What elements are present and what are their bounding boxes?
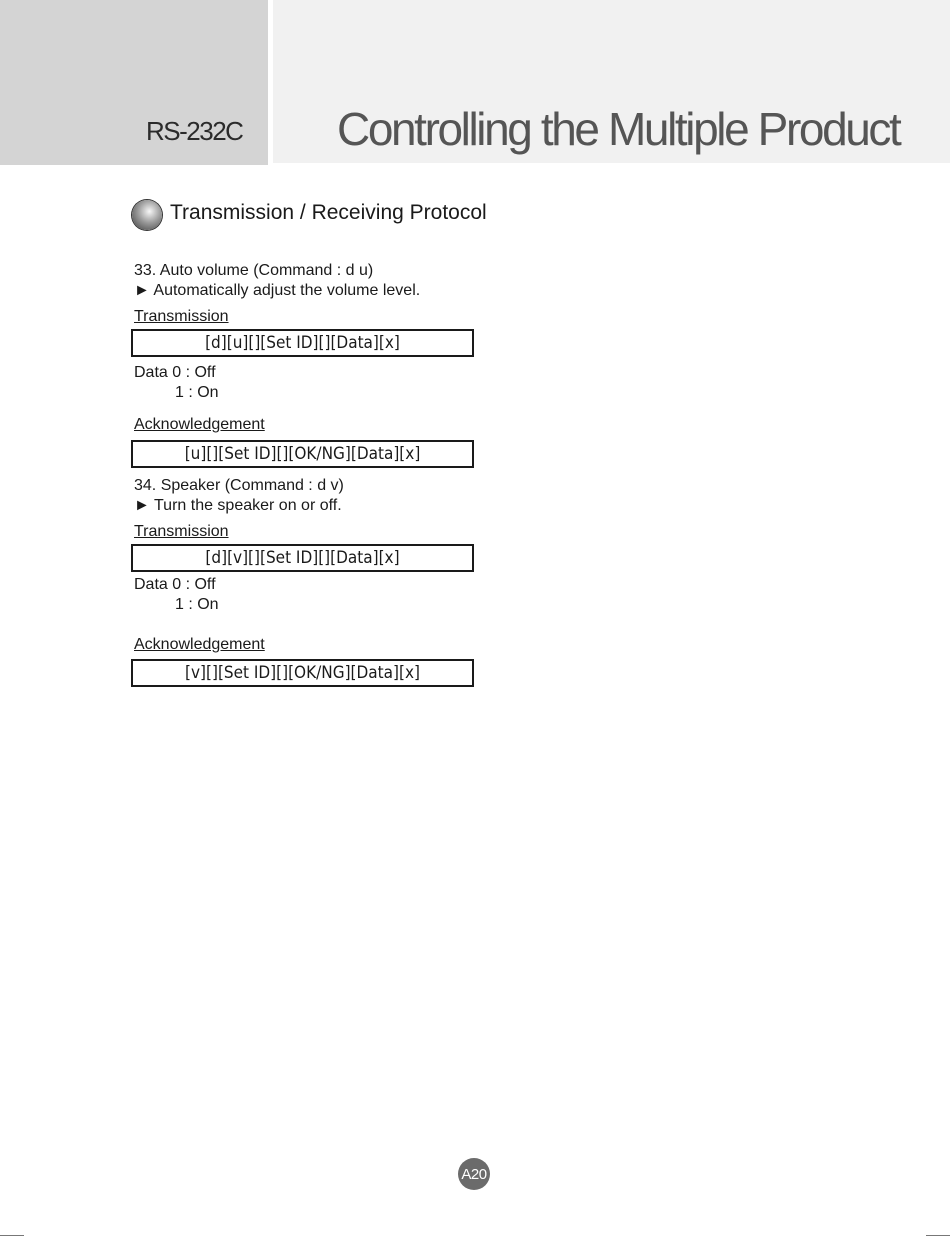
- item-description: ► Turn the speaker on or off.: [134, 497, 342, 514]
- acknowledgement-command-box: [u][][Set ID][][OK/NG][Data][x]: [131, 440, 474, 468]
- transmission-command-box: [d][v][][Set ID][][Data][x]: [131, 544, 474, 572]
- item-heading: 33. Auto volume (Command : d u): [134, 262, 374, 279]
- transmission-command-box: [d][u][][Set ID][][Data][x]: [131, 329, 474, 357]
- data-option: Data 0 : Off: [134, 576, 216, 593]
- page-number-badge: A20: [458, 1158, 490, 1190]
- crop-mark-left: [0, 1235, 24, 1236]
- item-description: ► Automatically adjust the volume level.: [134, 282, 421, 299]
- transmission-label: Transmission: [134, 523, 229, 540]
- header-section-label: RS-232C: [146, 116, 243, 146]
- acknowledgement-command-box: [v][][Set ID][][OK/NG][Data][x]: [131, 659, 474, 687]
- crop-mark-right: [926, 1235, 950, 1236]
- data-option: 1 : On: [175, 384, 219, 401]
- data-option: Data 0 : Off: [134, 364, 216, 381]
- section-title: Transmission / Receiving Protocol: [170, 201, 487, 224]
- acknowledgement-label: Acknowledgement: [134, 416, 265, 433]
- transmission-label: Transmission: [134, 308, 229, 325]
- page-title: Controlling the Multiple Product: [337, 103, 900, 155]
- item-heading: 34. Speaker (Command : d v): [134, 477, 344, 494]
- acknowledgement-label: Acknowledgement: [134, 636, 265, 653]
- section-bullet-icon: [132, 200, 162, 230]
- data-option: 1 : On: [175, 596, 219, 613]
